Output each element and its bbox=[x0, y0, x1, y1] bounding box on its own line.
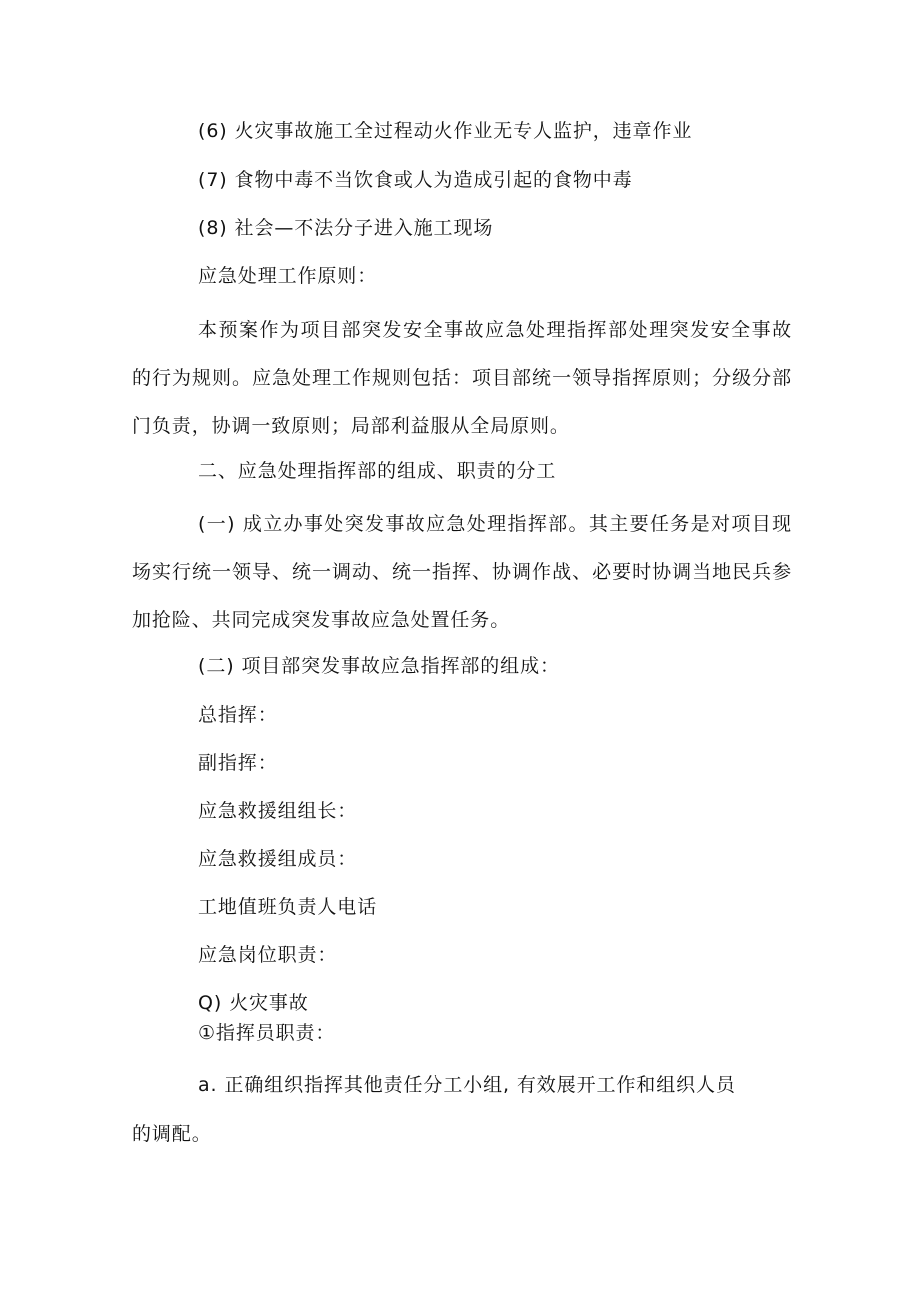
role-deputy-commander: 副指挥： bbox=[198, 752, 278, 774]
role-duty-phone: 工地值班负责人电话 bbox=[198, 896, 378, 918]
commander-duty-heading: ①指挥员职责： bbox=[198, 1022, 336, 1044]
section-2-heading: 二、应急处理指挥部的组成、职责的分工 bbox=[198, 460, 557, 482]
principles-heading: 应急处理工作原则： bbox=[198, 265, 378, 287]
role-emergency-duties: 应急岗位职责： bbox=[198, 944, 338, 966]
list-item-6: (6) 火灾事故施工全过程动火作业无专人监护，违章作业 bbox=[198, 120, 693, 142]
fire-accident-heading: Q) 火灾事故 bbox=[198, 992, 309, 1014]
list-item-8: (8) 社会—不法分子进入施工现场 bbox=[198, 217, 494, 239]
role-rescue-leader: 应急救援组组长： bbox=[198, 800, 358, 822]
duty-a-continuation: 的调配。 bbox=[132, 1123, 212, 1145]
role-rescue-members: 应急救援组成员： bbox=[198, 848, 358, 870]
role-commander: 总指挥： bbox=[198, 704, 278, 726]
duty-a: a. 正确组织指挥其他责任分工小组, 有效展开工作和组织人员 bbox=[198, 1074, 736, 1096]
section-2-part-1-paragraph: (一) 成立办事处突发事故应急处理指挥部。其主要任务是对项目现场实行统一领导、统一调动、统一指挥、协调作战、必要时协调当地民兵参加抢险、共同完成突发事故应急处置任务。 bbox=[132, 513, 792, 631]
section-2-part-2-heading: (二) 项目部突发事故应急指挥部的组成： bbox=[198, 655, 560, 677]
list-item-7: (7) 食物中毒不当饮食或人为造成引起的食物中毒 bbox=[198, 169, 633, 191]
principles-paragraph: 本预案作为项目部突发安全事故应急处理指挥部处理突发安全事故的行为规则。应急处理工作规则包括：项目部统一领导指挥原则；分级分部门负责，协调一致原则；局部利益服从全局原则。 bbox=[132, 319, 792, 437]
